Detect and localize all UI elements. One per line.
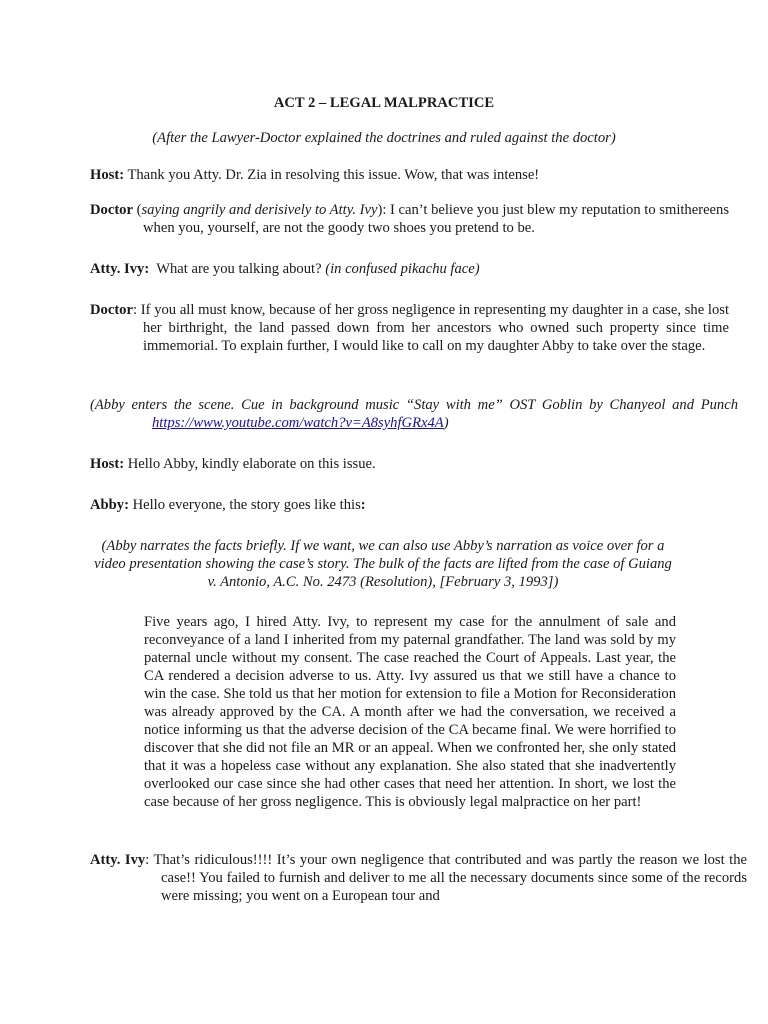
dialogue-text: Thank you Atty. Dr. Zia in resolving this issue. Wow, that was intense!	[124, 167, 540, 183]
speaker-label: Host:	[90, 167, 125, 183]
paren-close: )	[443, 415, 449, 431]
speaker-label: Host:	[90, 456, 125, 472]
dialogue-doctor-2	[90, 301, 729, 355]
colon: :	[360, 497, 366, 513]
dialogue-text: What are you talking about?	[149, 261, 326, 277]
dialogue-abby-1	[90, 496, 676, 514]
dialogue-host-1	[90, 166, 676, 184]
speaker-label: Doctor	[90, 202, 133, 218]
direction-text: (Abby enters the scene. Cue in background music “Stay with me” OST Goblin by Chanyeol and Punch	[90, 397, 738, 413]
stage-direction: (in confused pikachu face)	[325, 261, 480, 277]
dialogue-text: : That’s ridiculous!!!! It’s your own negligence that contributed and was partly the reason we lost the case!! You failed to furnish and deliver to me all the necessary documents since some of the records were missing; you went on a European tour and	[145, 852, 747, 904]
speaker-label: Atty. Ivy:	[90, 261, 150, 277]
dialogue-text: ): I can’t believe you just blew my reputation to smithereens when you, yourself, are not the goody two shoes you pretend to be.	[143, 202, 729, 236]
dialogue-ivy-2	[90, 851, 747, 905]
dialogue-host-2	[90, 455, 676, 473]
dialogue-text: Hello everyone, the story goes like this	[128, 497, 361, 513]
speaker-label: Doctor	[90, 302, 133, 318]
stage-direction-narration: (Abby narrates the facts briefly. If we want, we can also use Abby’s narration as voice over for a video presentation showing the case’s story. The bulk of the facts are lifted from the case of Guiang v. Antonio, A.C. No. 2473 (Resolution), [February 3, 1993])	[94, 538, 672, 590]
dialogue-text: : If you all must know, because of her gross negligence in representing my daughter in a case, she lost her birthright, the land passed down from her ancestors who owned such property since time immemorial. To explain further, I would like to call on my daughter Abby to take over the stage.	[132, 302, 729, 354]
abby-narration: Five years ago, I hired Atty. Ivy, to represent my case for the annulment of sale and reconveyance of a land I inherited from my paternal grandfather. The land was sold by my paternal uncle without my consent. The case reached the Court of Appeals. Last year, the CA rendered a decision adverse to us. Atty. Ivy assured us that we still have a chance to win the case. She told us that her motion for extension to file a Motion for Reconsideration was already approved by the CA. A month after we had the conversation, we received a notice informing us that the adverse decision of the CA became final. We were horrified to discover that she did not file an MR or an appeal. When we confronted her, she only stated that it was a hopeless case without any explanation. She also stated that she inadvertently overlooked our case since she had other cases that need her attention. In short, we lost the case because of her gross negligence. This is obviously legal malpractice on her part!	[144, 614, 676, 810]
dialogue-ivy-1	[90, 260, 676, 278]
page-title: ACT 2 – LEGAL MALPRACTICE	[273, 95, 495, 111]
dialogue-doctor-1	[90, 201, 729, 237]
paren-open: (	[132, 202, 142, 218]
stage-direction-intro: (After the Lawyer-Doctor explained the doctrines and ruled against the doctor)	[152, 130, 616, 146]
speaker-label: Atty. Ivy	[90, 852, 146, 868]
dialogue-text: Hello Abby, kindly elaborate on this issue.	[124, 456, 376, 472]
speaker-label: Abby:	[90, 497, 129, 513]
stage-direction-music	[90, 396, 738, 432]
youtube-link[interactable]: https://www.youtube.com/watch?v=A8syhfGRx4A	[152, 415, 444, 431]
stage-direction: saying angrily and derisively to Atty. Ivy	[141, 202, 378, 218]
